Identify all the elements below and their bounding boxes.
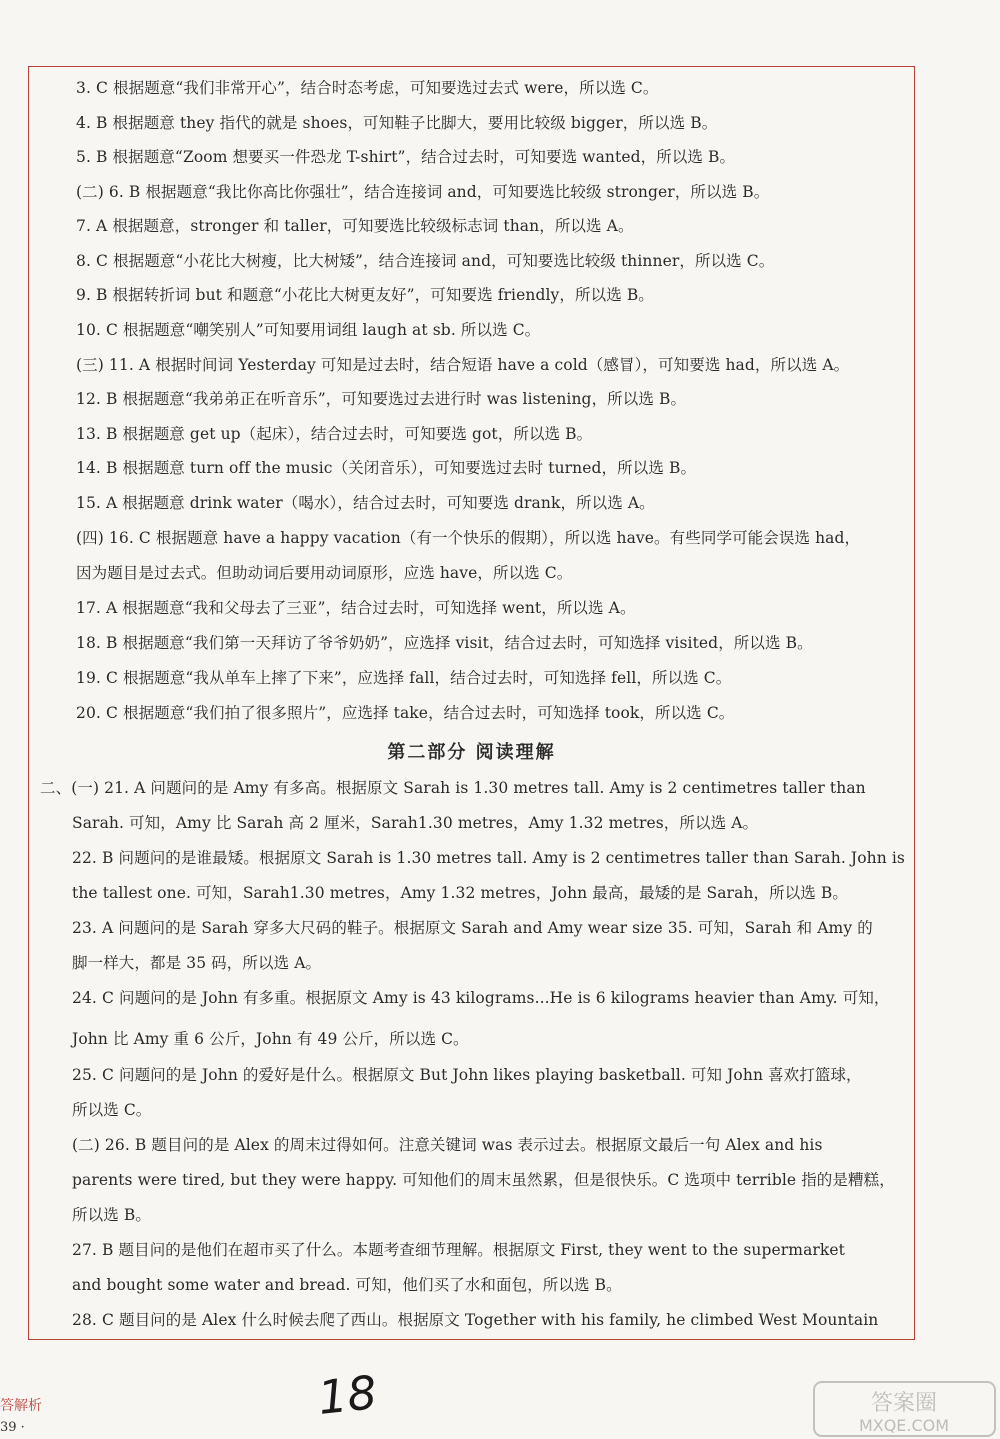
answer-line: 25. C 问题问的是 John 的爱好是什么。根据原文 But John likes playing basketball. 可知 John 喜欢打篮球， <box>72 1066 862 1084</box>
svg-text:MXQE.COM: MXQE.COM <box>858 1416 950 1435</box>
answer-line: 9. B 根据转折词 but 和题意“小花比大树更友好”，可知要选 friendly，所以选 B。 <box>76 286 654 304</box>
answer-line: 13. B 根据题意 get up（起床），结合过去时，可知要选 got，所以选 B。 <box>76 425 593 443</box>
answer-line: 24. C 问题问的是 John 有多重。根据原文 Amy is 43 kilograms...He is 6 kilograms heavier than Amy. 可知， <box>72 989 890 1007</box>
answer-line: parents were tired, but they were happy. 可知他们的周末虽然累，但是很快乐。C 选项中 terrible 指的是糟糕， <box>72 1171 895 1189</box>
footer-label: 答解析 <box>0 1398 42 1414</box>
answer-line: 20. C 根据题意“我们拍了很多照片”，应选择 take，结合过去时，可知选择 took，所以选 C。 <box>76 704 735 722</box>
page-number: 39 · <box>0 1420 25 1435</box>
svg-text:答案圈: 答案圈 <box>870 1391 938 1416</box>
answer-line: 15. A 根据题意 drink water（喝水），结合过去时，可知要选 drank，所以选 A。 <box>76 494 655 512</box>
answer-line: 脚一样大，都是 35 码，所以选 A。 <box>72 954 322 972</box>
answer-line: 10. C 根据题意“嘲笑别人”可知要用词组 laugh at sb. 所以选 C。 <box>76 321 541 339</box>
answer-line: (二) 6. B 根据题意“我比你高比你强壮”，结合连接词 and，可知要选比较级 stronger，所以选 B。 <box>76 183 770 201</box>
answer-line: 22. B 问题问的是谁最矮。根据原文 Sarah is 1.30 metres tall. Amy is 2 centimetres taller than Sarah. John is <box>72 849 905 867</box>
watermark-logo <box>812 1380 997 1438</box>
answer-line: 二、(一) 21. A 问题问的是 Amy 有多高。根据原文 Sarah is 1.30 metres tall. Amy is 2 centimetres taller than <box>40 779 866 797</box>
answer-line: 5. B 根据题意“Zoom 想要买一件恐龙 T-shirt”，结合过去时，可知要选 wanted，所以选 B。 <box>76 148 736 166</box>
answer-line: (三) 11. A 根据时间词 Yesterday 可知是过去时，结合短语 have a cold（感冒），可知要选 had，所以选 A。 <box>76 356 850 374</box>
handwritten-mark: 18 <box>315 1365 380 1425</box>
answer-line: (四) 16. C 根据题意 have a happy vacation（有一个快乐的假期），所以选 have。有些同学可能会误选 had， <box>76 529 861 547</box>
answer-line: 7. A 根据题意，stronger 和 taller，可知要选比较级标志词 than，所以选 A。 <box>76 217 634 235</box>
answer-line: 18. B 根据题意“我们第一天拜访了爷爷奶奶”，应选择 visit，结合过去时，可知选择 visited，所以选 B。 <box>76 634 813 652</box>
answer-line: (二) 26. B 题目问的是 Alex 的周末过得如何。注意关键词 was 表示过去。根据原文最后一句 Alex and his <box>72 1136 823 1154</box>
answer-line: 4. B 根据题意 they 指代的就是 shoes，可知鞋子比脚大，要用比较级 bigger，所以选 B。 <box>76 114 718 132</box>
answer-line: 23. A 问题问的是 Sarah 穿多大尺码的鞋子。根据原文 Sarah and Amy wear size 35. 可知，Sarah 和 Amy 的 <box>72 919 873 937</box>
answer-line: 因为题目是过去式。但助动词后要用动词原形，应选 have，所以选 C。 <box>76 564 573 582</box>
answer-line: 所以选 C。 <box>72 1101 152 1119</box>
answer-line: Sarah. 可知，Amy 比 Sarah 高 2 厘米，Sarah1.30 metres，Amy 1.32 metres，所以选 A。 <box>72 814 759 832</box>
section-title: 第二部分 阅读理解 <box>387 742 556 763</box>
answer-line: 8. C 根据题意“小花比大树瘦，比大树矮”，结合连接词 and，可知要选比较级 thinner，所以选 C。 <box>76 252 775 270</box>
answer-line: the tallest one. 可知，Sarah1.30 metres，Amy 1.32 metres，John 最高，最矮的是 Sarah，所以选 B。 <box>72 884 849 902</box>
answer-line: 12. B 根据题意“我弟弟正在听音乐”，可知要选过去进行时 was listening，所以选 B。 <box>76 390 687 408</box>
answer-line: 所以选 B。 <box>72 1206 151 1224</box>
answer-line: and bought some water and bread. 可知，他们买了水和面包，所以选 B。 <box>72 1276 622 1294</box>
answer-line: 27. B 题目问的是他们在超市买了什么。本题考查细节理解。根据原文 First, they went to the supermarket <box>72 1241 846 1259</box>
answer-line: 14. B 根据题意 turn off the music（关闭音乐），可知要选过去时 turned，所以选 B。 <box>76 459 697 477</box>
answer-line: 3. C 根据题意“我们非常开心”，结合时态考虑，可知要选过去式 were，所以选 C。 <box>76 79 659 97</box>
answer-line: 28. C 题目问的是 Alex 什么时候去爬了西山。根据原文 Together with his family, he climbed West Mountain <box>72 1311 879 1329</box>
answer-line: 17. A 根据题意“我和父母去了三亚”，结合过去时，可知选择 went，所以选 A。 <box>76 599 636 617</box>
answer-line: John 比 Amy 重 6 公斤，John 有 49 公斤，所以选 C。 <box>72 1030 469 1048</box>
answer-line: 19. C 根据题意“我从单车上摔了下来”，应选择 fall，结合过去时，可知选择 fell，所以选 C。 <box>76 669 732 687</box>
